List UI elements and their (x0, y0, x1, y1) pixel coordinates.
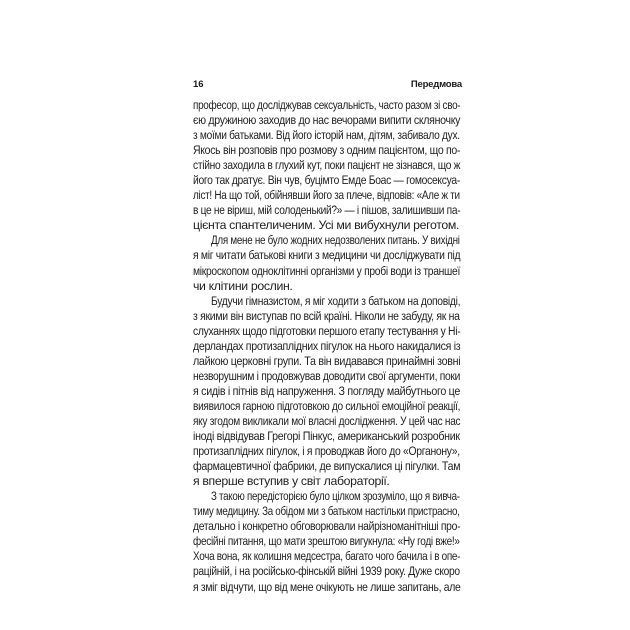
text-line (193, 519, 460, 534)
text-line (193, 218, 460, 233)
text-line-content: мікроскопом одноклітинні організми у пробі води із траншеї (193, 263, 461, 278)
body-text (193, 98, 460, 595)
text-line-content: раційній, і на російсько-фінській війні 1939 року. Дуже скоро (193, 564, 460, 579)
text-line (193, 429, 460, 444)
text-line (193, 324, 460, 339)
text-line-content: чи клітини рослин. (193, 278, 293, 293)
text-line (193, 580, 460, 595)
text-line-content: Для мене не було жодних недозволених питань. У вихідні (211, 233, 460, 248)
text-line (193, 113, 460, 128)
page-number: 16 (193, 79, 204, 90)
text-line (193, 354, 460, 369)
text-line-content: лайкою церковні групи. Та він видавався принаймні зовні (193, 353, 461, 368)
text-line-content: протизаплідних пігулок, і я проводжав його до «Органону», (193, 444, 460, 459)
text-line-content: тиму медицину. За обідом ми з батьком настільки пристрасно, (193, 504, 460, 519)
text-line-content: слуханнях щодо підготовки першого етапу тестування у Ні- (193, 323, 461, 338)
text-line-content: його так дратує. Він чув, буцімто Емде Боас — гомосексуа- (193, 173, 460, 188)
text-line-content: я сидів і пітнів від напруження. З погляду майбутнього це (193, 383, 461, 398)
text-line-content: я міг читати батькові книги з медицини чи досліджувати під (193, 248, 461, 263)
text-line (193, 399, 460, 414)
text-line (193, 173, 460, 188)
text-line (193, 369, 460, 384)
text-line-content: дерландах протизаплідних пігулок на нього накидалися із (193, 338, 461, 353)
text-line-content: фармацевтичної фабрики, де випускалися ці пігулки. Там (193, 459, 461, 474)
text-line-content: іноді відвідував Грегорі Пінкус, американський розробник (193, 429, 460, 444)
text-line-content: я зміг відчути, що від мене очікують не лише запитань, але (193, 579, 461, 594)
text-line (193, 279, 460, 294)
text-line-content: ліст! На що той, обійнявши його за плече, відповів: «Але ж ти (193, 188, 460, 203)
text-line (193, 549, 460, 564)
text-line (193, 294, 460, 309)
text-line (193, 384, 460, 399)
text-line (193, 474, 460, 489)
text-line (193, 188, 460, 203)
text-line-content: незворушним і продовжував доводити свої аргументи, поки (193, 368, 461, 383)
text-line-content: професор, що досліджував сексуальність, часто разом зі сво- (193, 98, 461, 112)
text-line-content: з якими він виступав по всій країні. Ніколи не забуду, як на (193, 308, 460, 323)
running-header (193, 79, 462, 93)
text-line (193, 264, 460, 279)
text-line (193, 564, 460, 579)
text-line (193, 203, 460, 218)
text-line (193, 309, 460, 324)
text-line (193, 504, 460, 519)
text-line-content: з моїми батьками. Від його історій нам, дітям, забивало дух. (193, 128, 460, 143)
text-line (193, 248, 460, 263)
text-line (193, 233, 460, 248)
text-line (193, 128, 460, 143)
text-line-content: фесійні питання, що мати зрештою вигукнула: «Ну годі вже!» (193, 534, 460, 549)
text-line-content: детально і конкретно обговорювали найрізноманітніші про- (193, 519, 461, 534)
text-line-content: єю дружиною заходив до нас вечорами випити скляночку (193, 113, 461, 128)
text-line-content: стійно заходила в глухий кут, поки пацієнт не зізнався, що ж (193, 158, 461, 173)
text-line (193, 143, 460, 158)
text-line (193, 534, 460, 549)
text-line-content: З такою передісторією було цілком зрозуміло, що я вивча- (211, 489, 460, 504)
text-line-content: Якось він розповів про розмову з одним пацієнтом, що по- (193, 143, 461, 158)
text-line-content: я вперше вступив у світ лабораторії. (193, 474, 390, 489)
text-line (193, 459, 460, 474)
text-line-content: в це не віриш, мій солоденький?» — і пішов, залишивши па- (193, 203, 461, 218)
text-line-content: виявилося гарною підготовкою до сильної емоційної реакції, (193, 398, 461, 413)
text-line (193, 489, 460, 504)
text-line (193, 158, 460, 173)
section-title: Передмова (410, 79, 462, 90)
text-line-content: Будучи гімназистом, я міг ходити з батьком на доповіді, (211, 293, 461, 308)
text-line (193, 98, 460, 113)
text-line (193, 339, 460, 354)
text-line-content: яку згодом викликали мої власні дослідження. У цей час нас (193, 413, 461, 428)
text-line (193, 414, 460, 429)
text-line-content: Хоча вона, як колишня медсестра, багато чого бачила і в опе- (193, 549, 461, 564)
text-line-content: цієнта спантеличеним. Усі ми вибухнули реготом. (193, 218, 460, 233)
text-line (193, 444, 460, 459)
